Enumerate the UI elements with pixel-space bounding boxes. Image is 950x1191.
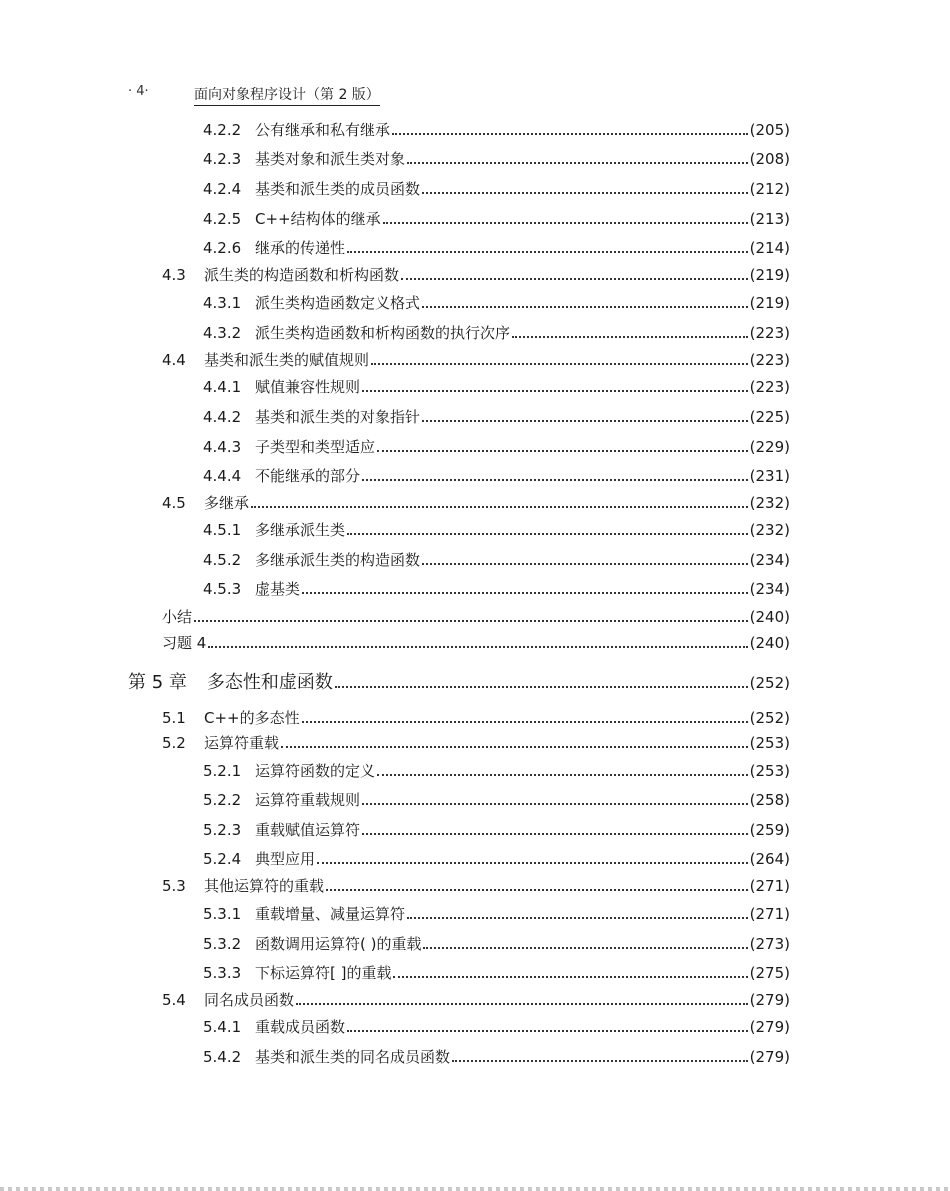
toc-leader xyxy=(208,646,747,648)
toc-entry xyxy=(162,266,790,284)
toc-entry xyxy=(162,709,790,727)
toc-entry-number: 5.4 xyxy=(162,991,186,1009)
toc-entry-title: 基类和派生类的对象指针 xyxy=(255,408,421,426)
toc-entry-page: (234) xyxy=(749,551,790,569)
toc-entry xyxy=(203,762,790,780)
toc-entry-number: 4.3.1 xyxy=(203,294,242,312)
toc-entry-title: 重载赋值运算符 xyxy=(255,821,361,839)
book-title: 面向对象程序设计（第 2 版） xyxy=(194,84,380,106)
toc-leader xyxy=(347,251,748,253)
page-number: · 4· xyxy=(128,84,149,99)
toc-leader xyxy=(422,420,748,422)
toc-entry-page: (271) xyxy=(749,905,790,923)
toc-entry-page: (205) xyxy=(749,121,790,139)
toc-leader xyxy=(302,721,748,723)
toc-entry-title: 运算符重载规则 xyxy=(255,791,361,809)
toc-entry-page: (264) xyxy=(749,850,790,868)
toc-entry-page: (271) xyxy=(749,877,790,895)
toc-entry-page: (219) xyxy=(749,294,790,312)
toc-entry-number: 5.4.2 xyxy=(203,1048,242,1066)
toc-entry-number: 4.2.5 xyxy=(203,210,242,228)
toc-entry xyxy=(203,467,790,485)
toc-leader xyxy=(362,803,748,805)
toc-leader xyxy=(335,686,748,688)
toc-entry xyxy=(203,239,790,257)
toc-entry-page: (213) xyxy=(749,210,790,228)
toc-leader xyxy=(383,222,748,224)
toc-entry-number: 4.3 xyxy=(162,266,186,284)
toc-entry-title: C++的多态性 xyxy=(204,709,300,727)
toc-entry-title: 习题 4 xyxy=(162,634,207,652)
toc-entry-title: 多继承 xyxy=(204,494,250,512)
toc-leader xyxy=(194,620,748,622)
toc-entry-page: (279) xyxy=(749,1048,790,1066)
toc-leader xyxy=(512,336,748,338)
toc-entry-number: 5.3.2 xyxy=(203,935,242,953)
toc-chapter-entry xyxy=(128,672,790,694)
toc-entry-number: 4.4.3 xyxy=(203,438,242,456)
toc-leader xyxy=(423,947,747,949)
toc-entry-number: 5.2.2 xyxy=(203,791,242,809)
toc-entry-number: 5.2.4 xyxy=(203,850,242,868)
toc-leader xyxy=(251,506,748,508)
toc-entry-title: 虚基类 xyxy=(255,580,301,598)
toc-entry-page: (279) xyxy=(749,1018,790,1036)
toc-leader xyxy=(347,1030,748,1032)
toc-entry-page: (225) xyxy=(749,408,790,426)
toc-entry xyxy=(203,210,790,228)
toc-entry-title: 其他运算符的重载 xyxy=(204,877,325,895)
toc-entry-number: 4.4 xyxy=(162,351,186,369)
toc-leader xyxy=(362,479,748,481)
toc-entry-title: 基类对象和派生类对象 xyxy=(255,150,406,168)
toc-leader xyxy=(393,976,747,978)
toc-entry-page: (252) xyxy=(749,674,790,692)
toc-entry-page: (219) xyxy=(749,266,790,284)
toc-leader xyxy=(326,889,748,891)
toc-entry-title: 多继承派生类的构造函数 xyxy=(255,551,421,569)
toc-leader xyxy=(401,278,748,280)
toc-entry-page: (231) xyxy=(749,467,790,485)
toc-leader xyxy=(392,133,748,135)
toc-entry-page: (253) xyxy=(749,762,790,780)
toc-entry-number: 5.3 xyxy=(162,877,186,895)
toc-leader xyxy=(371,363,748,365)
toc-entry-title: 小结 xyxy=(162,608,193,626)
toc-entry xyxy=(203,324,790,342)
toc-leader xyxy=(422,563,748,565)
toc-entry xyxy=(203,1048,790,1066)
toc-entry-title: 派生类构造函数和析构函数的执行次序 xyxy=(255,324,511,342)
toc-entry-number: 4.5.2 xyxy=(203,551,242,569)
toc-leader xyxy=(302,592,748,594)
toc-entry xyxy=(203,791,790,809)
toc-entry-page: (212) xyxy=(749,180,790,198)
toc-entry-title: 不能继承的部分 xyxy=(255,467,361,485)
toc-entry-title: 函数调用运算符( )的重载 xyxy=(255,935,422,953)
toc-entry xyxy=(203,150,790,168)
toc-leader xyxy=(377,450,748,452)
toc-entry-number: 4.2.3 xyxy=(203,150,242,168)
toc-entry-page: (232) xyxy=(749,521,790,539)
toc-entry xyxy=(162,634,790,652)
toc-entry-page: (259) xyxy=(749,821,790,839)
toc-entry-title: 典型应用 xyxy=(255,850,316,868)
toc-leader xyxy=(452,1060,748,1062)
toc-entry xyxy=(203,121,790,139)
toc-entry xyxy=(203,551,790,569)
toc-entry-title: 派生类的构造函数和析构函数 xyxy=(204,266,400,284)
toc-entry-number: 4.5.1 xyxy=(203,521,242,539)
toc-leader xyxy=(407,917,748,919)
toc-entry-title: 重载成员函数 xyxy=(255,1018,346,1036)
toc-entry-title: C++结构体的继承 xyxy=(255,210,381,228)
toc-entry xyxy=(203,378,790,396)
page-bottom-edge xyxy=(0,1187,950,1191)
toc-entry-title: 运算符重载 xyxy=(204,734,280,752)
toc-entry-page: (240) xyxy=(749,608,790,626)
toc-entry-page: (229) xyxy=(749,438,790,456)
toc-leader xyxy=(362,390,748,392)
toc-entry xyxy=(203,905,790,923)
toc-entry-page: (273) xyxy=(749,935,790,953)
toc-leader xyxy=(407,162,748,164)
toc-entry-page: (258) xyxy=(749,791,790,809)
toc-entry-number: 第 5 章 xyxy=(128,672,187,693)
toc-entry xyxy=(162,494,790,512)
toc-entry-page: (223) xyxy=(749,324,790,342)
toc-leader xyxy=(347,533,748,535)
toc-entry xyxy=(162,734,790,752)
toc-entry-title: 同名成员函数 xyxy=(204,991,295,1009)
toc-entry-title: 子类型和类型适应 xyxy=(255,438,376,456)
toc-entry-title: 运算符函数的定义 xyxy=(255,762,376,780)
toc-entry xyxy=(162,991,790,1009)
toc-entry-number: 4.5 xyxy=(162,494,186,512)
toc-entry-number: 5.3.3 xyxy=(203,964,242,982)
toc-leader xyxy=(281,746,748,748)
toc-entry xyxy=(162,877,790,895)
toc-entry-number: 4.3.2 xyxy=(203,324,242,342)
toc-entry-number: 5.1 xyxy=(162,709,186,727)
toc-entry xyxy=(203,1018,790,1036)
toc-entry xyxy=(203,935,790,953)
toc-entry-number: 4.2.2 xyxy=(203,121,242,139)
toc-entry xyxy=(162,351,790,369)
toc-entry-page: (275) xyxy=(749,964,790,982)
toc-entry-page: (208) xyxy=(749,150,790,168)
toc-entry xyxy=(203,408,790,426)
toc-entry-title: 重载增量、减量运算符 xyxy=(255,905,406,923)
toc-entry-page: (232) xyxy=(749,494,790,512)
toc-entry-title: 基类和派生类的成员函数 xyxy=(255,180,421,198)
toc-leader xyxy=(296,1003,748,1005)
toc-entry-page: (214) xyxy=(749,239,790,257)
toc-entry-number: 5.4.1 xyxy=(203,1018,242,1036)
toc-entry-number: 4.4.4 xyxy=(203,467,242,485)
toc-entry-number: 4.4.1 xyxy=(203,378,242,396)
toc-entry xyxy=(203,521,790,539)
toc-entry xyxy=(203,580,790,598)
toc-entry-number: 4.5.3 xyxy=(203,580,242,598)
toc-entry-title: 多态性和虚函数 xyxy=(206,672,333,693)
toc-entry xyxy=(203,294,790,312)
toc-entry-page: (223) xyxy=(749,378,790,396)
toc-entry-number: 5.2 xyxy=(162,734,186,752)
toc-entry-title: 继承的传递性 xyxy=(255,239,346,257)
toc-entry-page: (223) xyxy=(749,351,790,369)
toc-entry-number: 4.2.6 xyxy=(203,239,242,257)
toc-entry-page: (234) xyxy=(749,580,790,598)
toc-entry xyxy=(162,608,790,626)
toc-entry-page: (240) xyxy=(749,634,790,652)
toc-entry-title: 多继承派生类 xyxy=(255,521,346,539)
toc-entry-title: 下标运算符[ ]的重载 xyxy=(255,964,392,982)
toc-leader xyxy=(362,833,748,835)
toc-entry-number: 5.2.3 xyxy=(203,821,242,839)
toc-entry xyxy=(203,180,790,198)
toc-entry-number: 4.4.2 xyxy=(203,408,242,426)
toc-entry xyxy=(203,821,790,839)
toc-entry-title: 派生类构造函数定义格式 xyxy=(255,294,421,312)
toc-entry-title: 公有继承和私有继承 xyxy=(255,121,391,139)
toc-entry-title: 基类和派生类的同名成员函数 xyxy=(255,1048,451,1066)
toc-leader xyxy=(422,192,748,194)
toc-entry-number: 4.2.4 xyxy=(203,180,242,198)
toc-leader xyxy=(377,774,748,776)
toc-entry-page: (252) xyxy=(749,709,790,727)
toc-entry-number: 5.3.1 xyxy=(203,905,242,923)
toc-entry-number: 5.2.1 xyxy=(203,762,242,780)
toc-entry xyxy=(203,850,790,868)
toc-leader xyxy=(317,862,748,864)
toc-entry-title: 赋值兼容性规则 xyxy=(255,378,361,396)
toc-entry-title: 基类和派生类的赋值规则 xyxy=(204,351,370,369)
toc-entry xyxy=(203,438,790,456)
toc-entry-page: (253) xyxy=(749,734,790,752)
toc-entry xyxy=(203,964,790,982)
toc-entry-page: (279) xyxy=(749,991,790,1009)
toc-leader xyxy=(422,306,748,308)
